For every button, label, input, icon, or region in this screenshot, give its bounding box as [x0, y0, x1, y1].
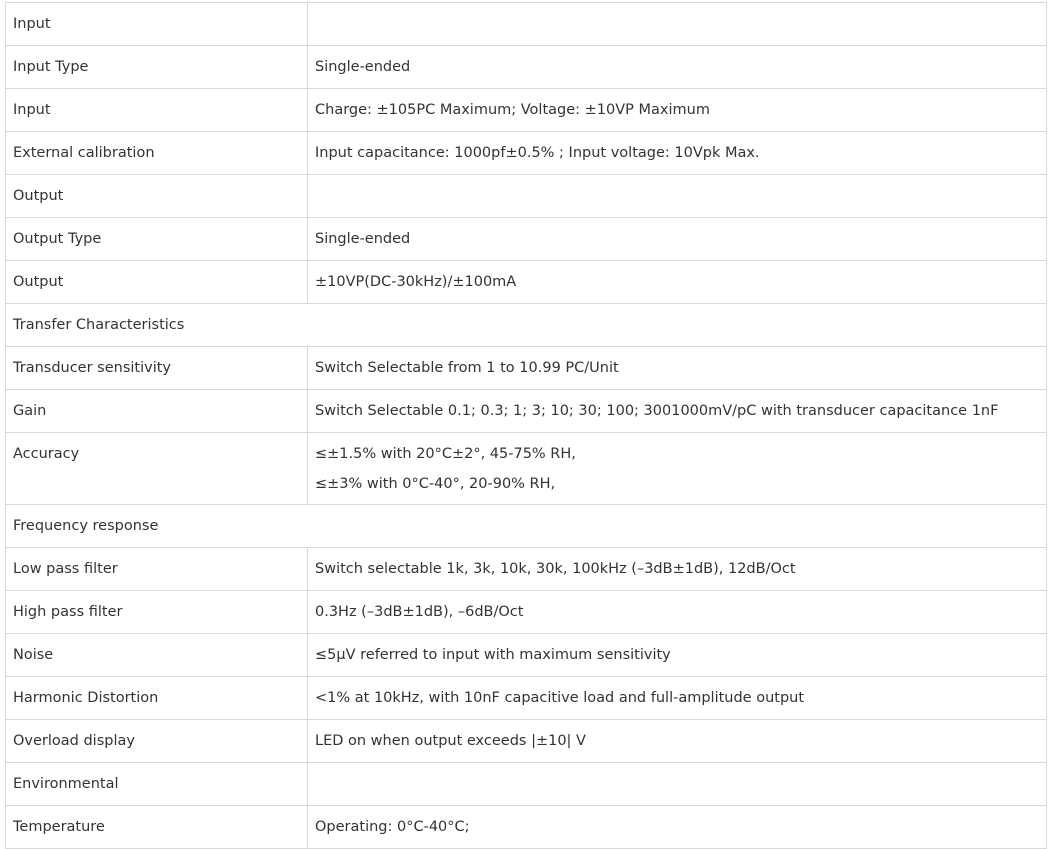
- spec-label: Noise: [6, 634, 308, 677]
- table-row: [6, 763, 1047, 806]
- spec-value: [308, 89, 1047, 132]
- spec-value-line: Operating: 0°C-40°C;: [315, 819, 470, 835]
- spec-value: [308, 720, 1047, 763]
- table-row: [6, 3, 1047, 46]
- table-row: [6, 720, 1047, 763]
- spec-value-line: ≤5μV referred to input with maximum sensitivity: [315, 647, 671, 663]
- spec-value: [308, 175, 1047, 218]
- table-row: [6, 132, 1047, 175]
- table-row: [6, 89, 1047, 132]
- spec-value-line: Input capacitance: 1000pf±0.5% ; Input voltage: 10Vpk Max.: [315, 145, 760, 161]
- spec-value: [308, 3, 1047, 46]
- table-row: [6, 261, 1047, 304]
- table-row: [6, 591, 1047, 634]
- section-heading: Transfer Characteristics: [6, 304, 1047, 347]
- spec-label: Low pass filter: [6, 548, 308, 591]
- spec-value-line: ≤±3% with 0°C-40°, 20-90% RH,: [315, 476, 556, 492]
- table-row: [6, 548, 1047, 591]
- spec-value-line: LED on when output exceeds |±10| V: [315, 733, 586, 749]
- spec-label: Input: [6, 3, 308, 46]
- spec-label: High pass filter: [6, 591, 308, 634]
- spec-value-line: ≤±1.5% with 20°C±2°, 45-75% RH,: [315, 446, 576, 462]
- spec-table-body: [6, 3, 1047, 849]
- spec-value-line: <1% at 10kHz, with 10nF capacitive load and full-amplitude output: [315, 690, 805, 706]
- spec-value: [308, 132, 1047, 175]
- spec-label: Input Type: [6, 46, 308, 89]
- section-row: [6, 505, 1047, 548]
- spec-value-line: Charge: ±105PC Maximum; Voltage: ±10VP Maximum: [315, 102, 710, 118]
- section-heading: Frequency response: [6, 505, 1047, 548]
- spec-label: Output: [6, 175, 308, 218]
- spec-label: Output Type: [6, 218, 308, 261]
- spec-value: [308, 347, 1047, 390]
- spec-label: Harmonic Distortion: [6, 677, 308, 720]
- spec-value-line: Single-ended: [315, 59, 411, 75]
- spec-value-line: Switch Selectable from 1 to 10.99 PC/Unit: [315, 360, 619, 376]
- table-row: [6, 677, 1047, 720]
- spec-value: [308, 634, 1047, 677]
- spec-label: External calibration: [6, 132, 308, 175]
- spec-label: Gain: [6, 390, 308, 433]
- spec-value-line: Switch selectable 1k, 3k, 10k, 30k, 100kHz (–3dB±1dB), 12dB/Oct: [315, 561, 796, 577]
- section-row: [6, 304, 1047, 347]
- spec-value: [308, 806, 1047, 849]
- table-row: [6, 46, 1047, 89]
- spec-label: Transducer sensitivity: [6, 347, 308, 390]
- spec-value-line: ±10VP(DC-30kHz)/±100mA: [315, 274, 517, 290]
- spec-label: Environmental: [6, 763, 308, 806]
- spec-value-line: Switch Selectable 0.1; 0.3; 1; 3; 10; 30; 100; 3001000mV/pC with transducer capacitance 1nF: [315, 403, 999, 419]
- spec-value: [308, 218, 1047, 261]
- table-row: [6, 175, 1047, 218]
- spec-value: [308, 763, 1047, 806]
- spec-value: [308, 548, 1047, 591]
- spec-value: [308, 46, 1047, 89]
- table-row: [6, 390, 1047, 433]
- spec-label: Temperature: [6, 806, 308, 849]
- spec-value: [308, 390, 1047, 433]
- table-row: [6, 433, 1047, 505]
- spec-label: Overload display: [6, 720, 308, 763]
- table-row: [6, 218, 1047, 261]
- spec-label: Output: [6, 261, 308, 304]
- spec-label: Input: [6, 89, 308, 132]
- spec-value-line: Single-ended: [315, 231, 411, 247]
- table-row: [6, 347, 1047, 390]
- spec-value: [308, 591, 1047, 634]
- spec-value: [308, 261, 1047, 304]
- spec-table: [5, 2, 1047, 849]
- spec-value: [308, 433, 1047, 505]
- spec-value-line: 0.3Hz (–3dB±1dB), –6dB/Oct: [315, 604, 524, 620]
- table-row: [6, 806, 1047, 849]
- spec-label: Accuracy: [6, 433, 308, 505]
- table-row: [6, 634, 1047, 677]
- spec-value: [308, 677, 1047, 720]
